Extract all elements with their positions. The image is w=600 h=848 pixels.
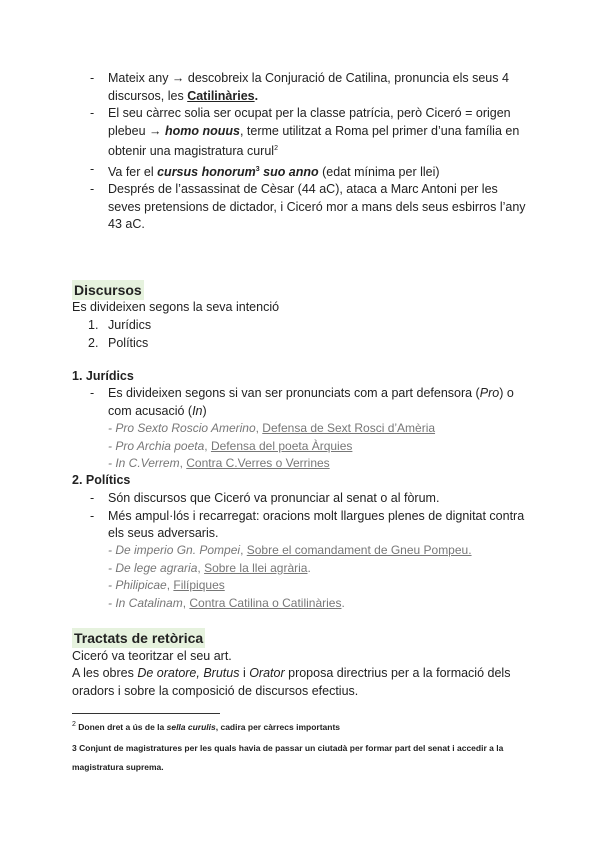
homo-nouus-term: homo nouus bbox=[164, 123, 240, 138]
footnote-2: $^2$ Donen dret a ús de la sella curulis, cadira per càrrecs importants bbox=[72, 721, 341, 732]
tractats-line1: Ciceró va teoritzar el seu art. bbox=[72, 649, 232, 663]
discursos-intro: Es divideixen segons la seva intenció bbox=[72, 300, 280, 314]
juridics-works bbox=[0, 420, 435, 473]
work-link[interactable]: Contra C.Verres o Verrines bbox=[186, 456, 330, 470]
work-link[interactable]: Contra Catilina o Catilinàries bbox=[189, 595, 342, 610]
cursus-honorum-term: cursus honorum bbox=[157, 164, 256, 179]
discursos-type-list bbox=[88, 317, 151, 352]
juridics-heading: 1. Jurídics bbox=[72, 369, 134, 383]
bullet-homo-nouus: - El seu càrrec solia ser ocupat per la classe patrícia, però Ciceró = origen plebeu → homo nouus, terme utilitzat a Roma pel primer d’una família en obtenir una magistratura curul$^2$ bbox=[0, 105, 528, 161]
footnote-separator bbox=[72, 713, 220, 714]
politics-bullet: - Més ampul·lós i recarregat: oracions molt llargues plenes de dignitat contra els seus adversaris. bbox=[0, 508, 528, 543]
bullet-catilinaries: - Mateix any → descobreix la Conjuració de Catilina, pronuncia els seus 4 discursos, les Catilinàries. bbox=[0, 70, 528, 105]
work-link[interactable]: Sobre la llei agrària bbox=[204, 560, 308, 575]
politics-bullet: - Són discursos que Ciceró va pronunciar al senat o al fòrum. bbox=[0, 490, 528, 508]
footnote-ref-2[interactable]: 2 bbox=[274, 145, 278, 152]
bullet-cursus-honorum: - Va fer el cursus honorum$^3$ suo anno (edat mínima per llei) bbox=[0, 161, 528, 182]
politics-bullet-list bbox=[0, 490, 528, 543]
work-item: - De lege agraria, Sobre la llei agrària. bbox=[108, 560, 311, 575]
type-item: 2. Polítics bbox=[88, 335, 149, 350]
top-bullet-list bbox=[0, 70, 528, 234]
footnote-ref-3[interactable]: 3 bbox=[255, 165, 260, 173]
politics-works bbox=[0, 542, 472, 612]
juridics-bullet-list bbox=[0, 385, 528, 420]
work-link[interactable]: Sobre el comandament de Gneu Pompeu. bbox=[246, 543, 472, 557]
bullet-death: - Després de l’assassinat de Cèsar (44 aC), ataca a Marc Antoni per les seves pretensions de dictador, i Ciceró mor a mans dels seus esbirros l’any 43 aC. bbox=[0, 181, 528, 234]
tractats-line2: A les obres De oratore, Brutus i Orator proposa directrius per a la formació dels oradors i sobre la composició de discursos efectius. bbox=[72, 666, 511, 698]
juridics-bullet: - Es divideixen segons si van ser pronunciats com a part defensora (Pro) o com acusació (In) bbox=[0, 385, 528, 420]
work-item: - In C.Verrem, Contra C.Verres o Verrines bbox=[108, 456, 330, 470]
work-link[interactable]: Defensa del poeta Àrquies bbox=[210, 438, 353, 453]
discursos-heading: Discursos bbox=[74, 282, 142, 298]
footnote-3: 3 Conjunt de magistratures per les quals havia de passar un ciutadà per formar part del senat i accedir a la magistratura suprema. bbox=[72, 743, 504, 772]
work-item: - Philipicae, Filípiques bbox=[108, 578, 225, 592]
work-item: - In Catalinam, Contra Catilina o Catilinàries. bbox=[108, 595, 345, 610]
work-link[interactable]: Defensa de Sext Rosci d’Amèria bbox=[262, 421, 436, 435]
politics-heading: 2. Polítics bbox=[72, 473, 131, 487]
catilinaries-term: Catilinàries bbox=[187, 88, 255, 103]
work-item: - De imperio Gn. Pompei, Sobre el comandament de Gneu Pompeu. bbox=[108, 543, 472, 557]
tractats-heading: Tractats de retòrica bbox=[74, 630, 204, 646]
work-item: - Pro Sexto Roscio Amerino, Defensa de Sext Rosci d’Amèria bbox=[108, 421, 436, 435]
work-item: - Pro Archia poeta, Defensa del poeta Àrquies bbox=[108, 438, 353, 453]
work-link[interactable]: Filípiques bbox=[173, 578, 225, 592]
type-item: 1. Jurídics bbox=[88, 318, 152, 332]
